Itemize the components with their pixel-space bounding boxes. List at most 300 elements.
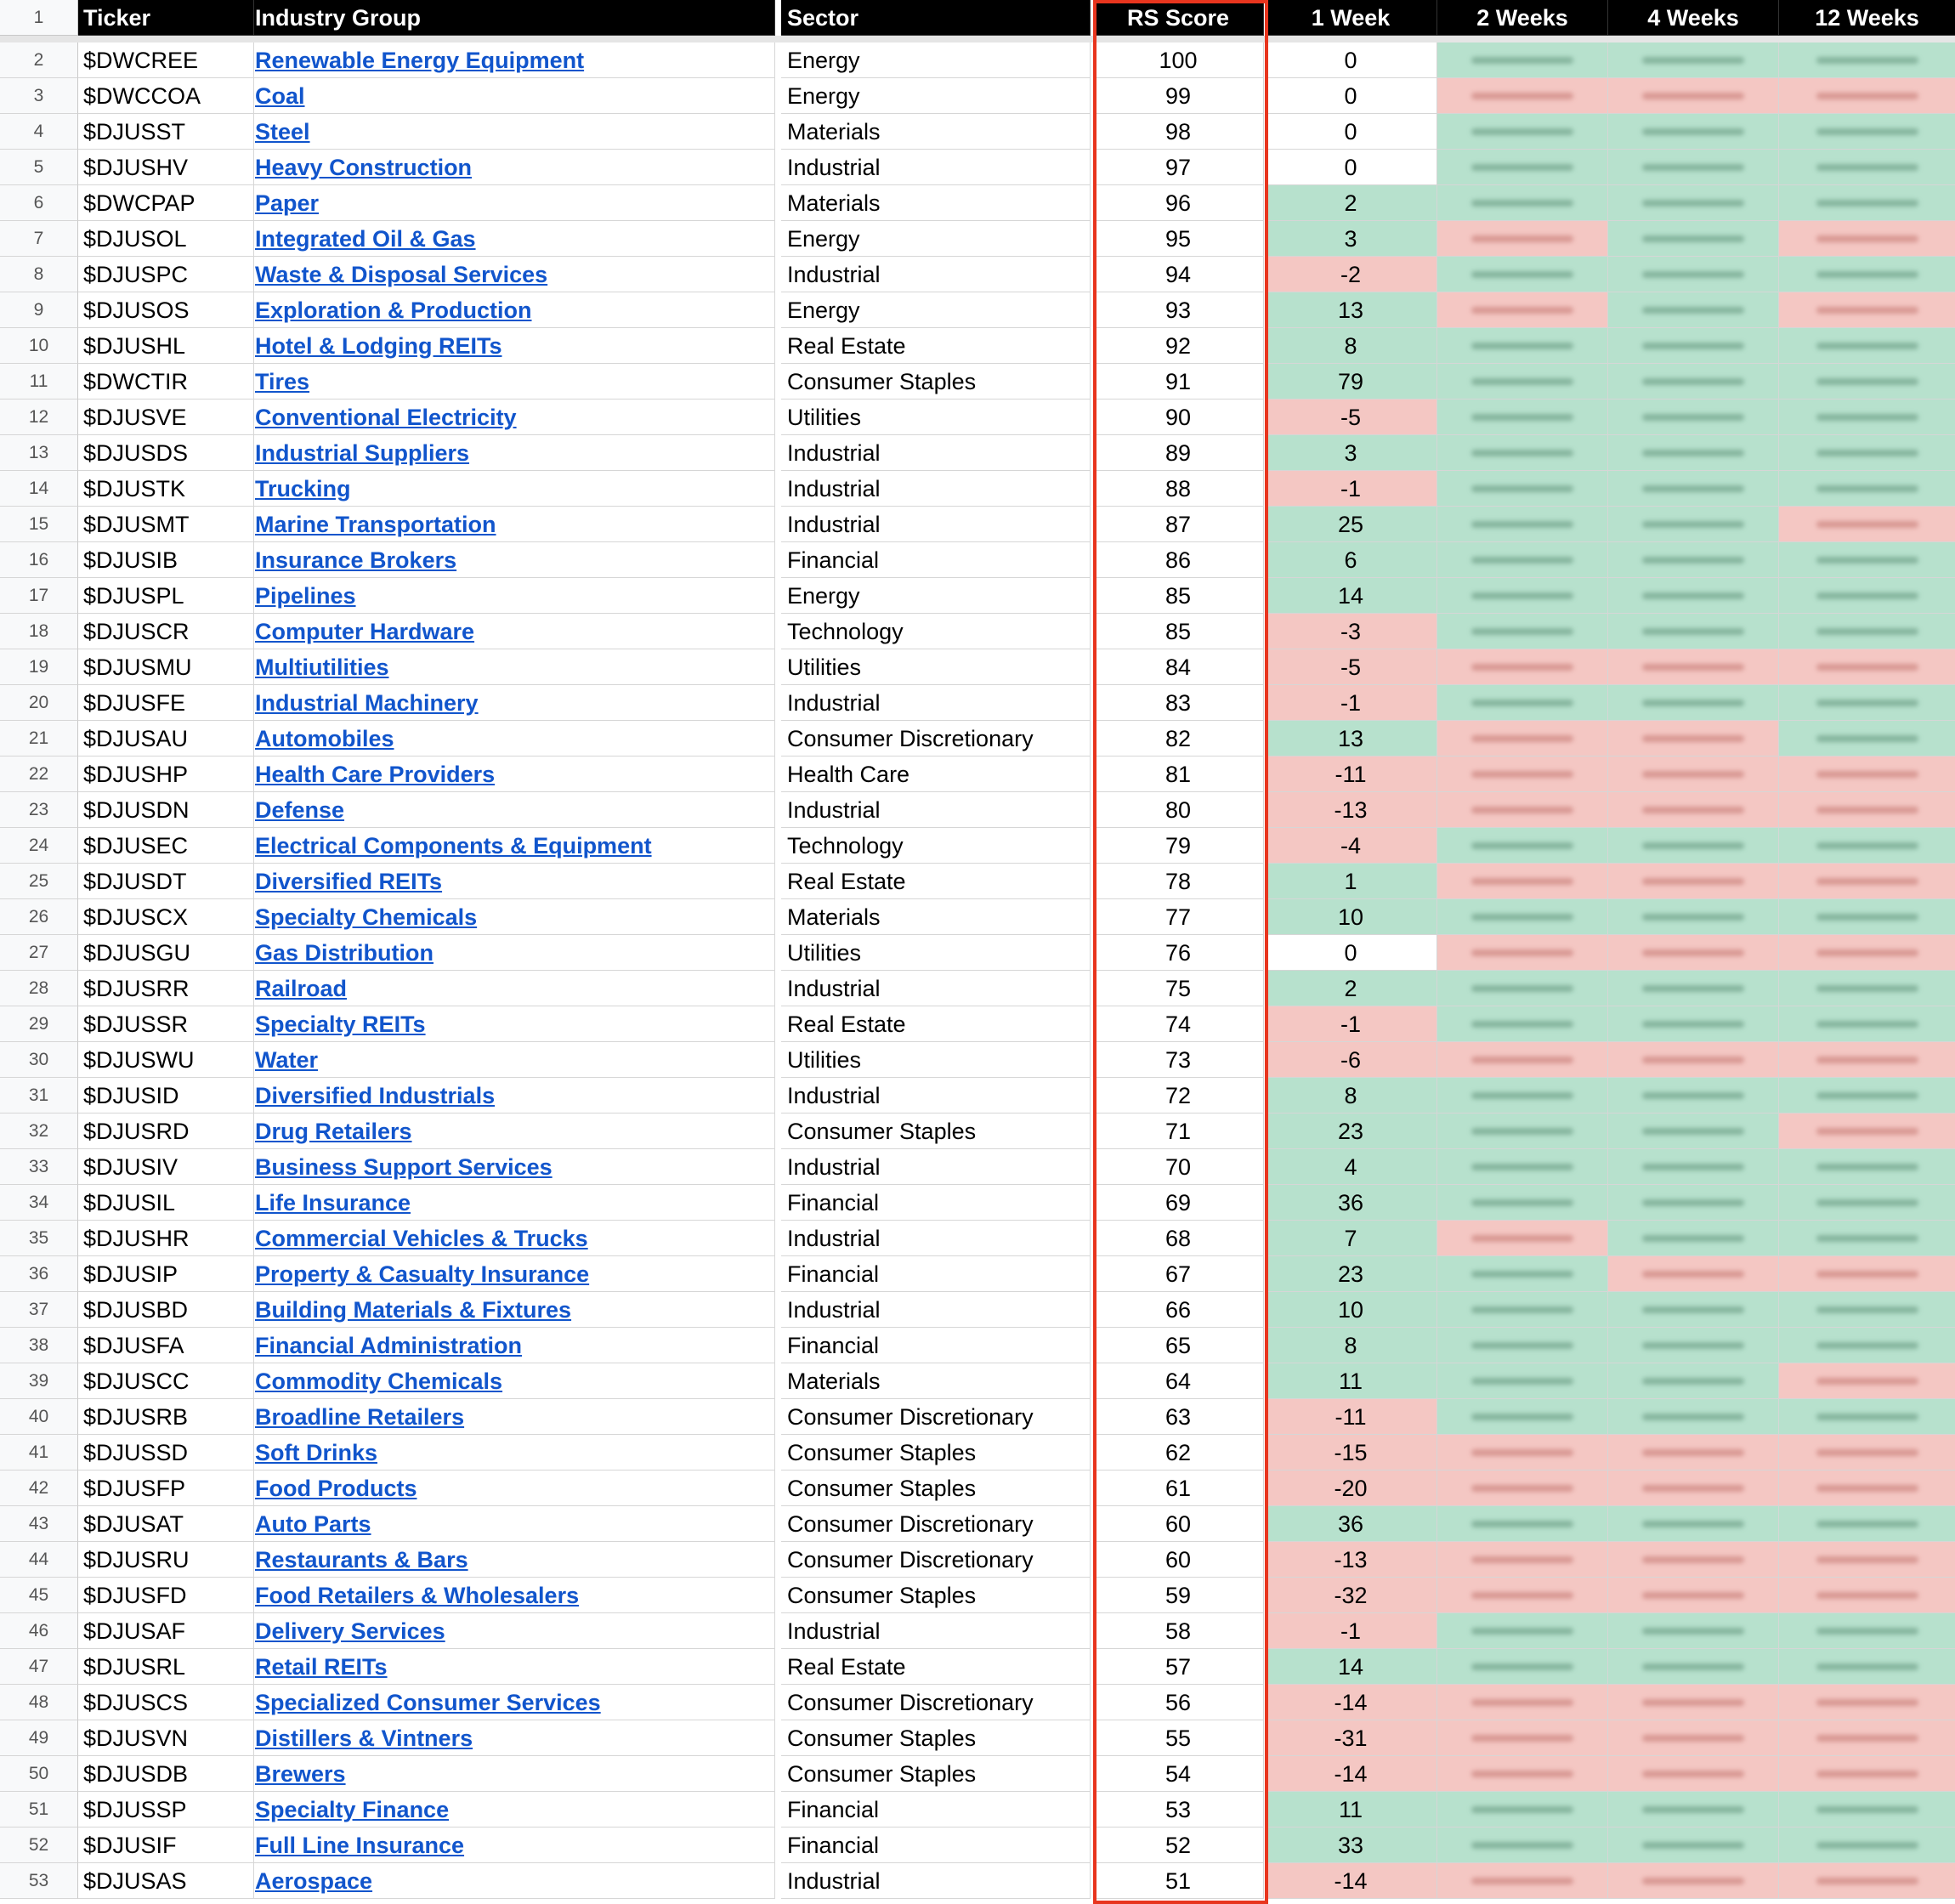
- week-4-change-cell[interactable]: [1608, 328, 1779, 364]
- rs-score-cell[interactable]: [1093, 185, 1264, 221]
- week-1-change-cell[interactable]: [1265, 721, 1437, 756]
- sector-cell[interactable]: [781, 721, 1091, 756]
- sector-cell[interactable]: [781, 1149, 1091, 1185]
- week-12-change-cell[interactable]: [1779, 150, 1955, 185]
- industry-group-link[interactable]: Retail REITs: [255, 1654, 388, 1680]
- industry-group-link[interactable]: Diversified Industrials: [255, 1083, 496, 1108]
- ticker-cell[interactable]: [78, 756, 254, 792]
- ticker-cell[interactable]: [78, 578, 254, 614]
- week-4-change-cell[interactable]: [1608, 1292, 1779, 1328]
- week-2-change-cell[interactable]: [1437, 614, 1608, 649]
- week-1-change-cell[interactable]: [1265, 435, 1437, 471]
- ticker-cell[interactable]: [78, 400, 254, 435]
- week-1-change-cell[interactable]: [1265, 1256, 1437, 1292]
- sector-cell[interactable]: [781, 400, 1091, 435]
- week-2-change-cell[interactable]: [1437, 792, 1608, 828]
- sector-cell[interactable]: [781, 1720, 1091, 1756]
- industry-group-cell[interactable]: [254, 1863, 775, 1899]
- industry-group-cell[interactable]: [254, 1114, 775, 1149]
- industry-group-cell[interactable]: [254, 78, 775, 114]
- rs-score-cell[interactable]: [1093, 292, 1264, 328]
- week-12-change-cell[interactable]: [1779, 1435, 1955, 1470]
- week-4-change-cell[interactable]: [1608, 1114, 1779, 1149]
- week-1-change-cell[interactable]: [1265, 221, 1437, 257]
- sector-cell[interactable]: [781, 935, 1091, 971]
- rs-score-cell[interactable]: [1093, 1828, 1264, 1863]
- industry-group-link[interactable]: Gas Distribution: [255, 940, 434, 966]
- ticker-cell[interactable]: [78, 1078, 254, 1114]
- week-2-change-cell[interactable]: [1437, 1006, 1608, 1042]
- week-2-change-cell[interactable]: [1437, 1720, 1608, 1756]
- week-12-change-cell[interactable]: [1779, 971, 1955, 1006]
- week-12-change-cell[interactable]: [1779, 864, 1955, 899]
- week-4-change-cell[interactable]: [1608, 899, 1779, 935]
- rs-score-cell[interactable]: [1093, 685, 1264, 721]
- industry-group-cell[interactable]: [254, 864, 775, 899]
- rs-score-cell[interactable]: [1093, 1078, 1264, 1114]
- rs-score-cell[interactable]: [1093, 864, 1264, 899]
- week-12-change-cell[interactable]: [1779, 1649, 1955, 1685]
- industry-group-link[interactable]: Water: [255, 1047, 319, 1073]
- rs-score-cell[interactable]: [1093, 400, 1264, 435]
- week-12-change-cell[interactable]: [1779, 471, 1955, 507]
- week-1-change-cell[interactable]: [1265, 935, 1437, 971]
- row-number[interactable]: [0, 899, 78, 935]
- sector-cell[interactable]: [781, 1578, 1091, 1613]
- week-2-change-cell[interactable]: [1437, 899, 1608, 935]
- week-2-change-cell[interactable]: [1437, 1185, 1608, 1221]
- week-12-change-cell[interactable]: [1779, 78, 1955, 114]
- week-2-change-cell[interactable]: [1437, 1256, 1608, 1292]
- sector-cell[interactable]: [781, 1792, 1091, 1828]
- header-1-week[interactable]: [1265, 0, 1437, 36]
- industry-group-cell[interactable]: [254, 578, 775, 614]
- industry-group-cell[interactable]: [254, 1078, 775, 1114]
- week-1-change-cell[interactable]: [1265, 1006, 1437, 1042]
- rs-score-cell[interactable]: [1093, 114, 1264, 150]
- ticker-cell[interactable]: [78, 1399, 254, 1435]
- industry-group-cell[interactable]: [254, 1185, 775, 1221]
- week-2-change-cell[interactable]: [1437, 1292, 1608, 1328]
- industry-group-cell[interactable]: [254, 899, 775, 935]
- week-4-change-cell[interactable]: [1608, 542, 1779, 578]
- row-number[interactable]: [0, 756, 78, 792]
- row-number[interactable]: [0, 1578, 78, 1613]
- row-number[interactable]: [0, 400, 78, 435]
- industry-group-cell[interactable]: [254, 1470, 775, 1506]
- week-4-change-cell[interactable]: [1608, 1328, 1779, 1363]
- ticker-cell[interactable]: [78, 507, 254, 542]
- header-sector[interactable]: [781, 0, 1091, 36]
- week-4-change-cell[interactable]: [1608, 1399, 1779, 1435]
- week-2-change-cell[interactable]: [1437, 435, 1608, 471]
- week-4-change-cell[interactable]: [1608, 1149, 1779, 1185]
- week-4-change-cell[interactable]: [1608, 1542, 1779, 1578]
- week-12-change-cell[interactable]: [1779, 1506, 1955, 1542]
- week-1-change-cell[interactable]: [1265, 1756, 1437, 1792]
- industry-group-cell[interactable]: [254, 185, 775, 221]
- week-1-change-cell[interactable]: [1265, 507, 1437, 542]
- week-1-change-cell[interactable]: [1265, 1042, 1437, 1078]
- week-1-change-cell[interactable]: [1265, 78, 1437, 114]
- week-1-change-cell[interactable]: [1265, 471, 1437, 507]
- industry-group-cell[interactable]: [254, 1506, 775, 1542]
- week-12-change-cell[interactable]: [1779, 1399, 1955, 1435]
- week-2-change-cell[interactable]: [1437, 1578, 1608, 1613]
- industry-group-link[interactable]: Full Line Insurance: [255, 1833, 465, 1858]
- week-2-change-cell[interactable]: [1437, 1685, 1608, 1720]
- ticker-cell[interactable]: [78, 1328, 254, 1363]
- ticker-cell[interactable]: [78, 42, 254, 78]
- week-12-change-cell[interactable]: [1779, 257, 1955, 292]
- sector-cell[interactable]: [781, 542, 1091, 578]
- week-1-change-cell[interactable]: [1265, 1720, 1437, 1756]
- ticker-cell[interactable]: [78, 78, 254, 114]
- week-12-change-cell[interactable]: [1779, 614, 1955, 649]
- header-ticker[interactable]: [78, 0, 254, 36]
- sector-cell[interactable]: [781, 150, 1091, 185]
- week-12-change-cell[interactable]: [1779, 1328, 1955, 1363]
- week-1-change-cell[interactable]: [1265, 1863, 1437, 1899]
- rs-score-cell[interactable]: [1093, 935, 1264, 971]
- sector-cell[interactable]: [781, 1256, 1091, 1292]
- week-1-change-cell[interactable]: [1265, 1613, 1437, 1649]
- row-number[interactable]: [0, 1756, 78, 1792]
- week-4-change-cell[interactable]: [1608, 721, 1779, 756]
- row-number[interactable]: [0, 185, 78, 221]
- ticker-cell[interactable]: [78, 114, 254, 150]
- industry-group-cell[interactable]: [254, 292, 775, 328]
- week-12-change-cell[interactable]: [1779, 1256, 1955, 1292]
- rs-score-cell[interactable]: [1093, 328, 1264, 364]
- industry-group-cell[interactable]: [254, 756, 775, 792]
- industry-group-cell[interactable]: [254, 1363, 775, 1399]
- industry-group-link[interactable]: Life Insurance: [255, 1190, 411, 1216]
- week-4-change-cell[interactable]: [1608, 1792, 1779, 1828]
- row-number[interactable]: [0, 1006, 78, 1042]
- rs-score-cell[interactable]: [1093, 1114, 1264, 1149]
- ticker-cell[interactable]: [78, 864, 254, 899]
- week-4-change-cell[interactable]: [1608, 614, 1779, 649]
- rs-score-cell[interactable]: [1093, 150, 1264, 185]
- ticker-cell[interactable]: [78, 292, 254, 328]
- industry-group-cell[interactable]: [254, 400, 775, 435]
- week-2-change-cell[interactable]: [1437, 364, 1608, 400]
- week-12-change-cell[interactable]: [1779, 114, 1955, 150]
- industry-group-cell[interactable]: [254, 364, 775, 400]
- week-4-change-cell[interactable]: [1608, 42, 1779, 78]
- header-rs-score[interactable]: [1093, 0, 1264, 36]
- industry-group-link[interactable]: Financial Administration: [255, 1333, 523, 1358]
- row-number[interactable]: [0, 1185, 78, 1221]
- sector-cell[interactable]: [781, 1006, 1091, 1042]
- industry-group-link[interactable]: Conventional Electricity: [255, 405, 517, 430]
- week-1-change-cell[interactable]: [1265, 292, 1437, 328]
- week-12-change-cell[interactable]: [1779, 1542, 1955, 1578]
- industry-group-link[interactable]: Insurance Brokers: [255, 547, 457, 573]
- week-2-change-cell[interactable]: [1437, 292, 1608, 328]
- week-1-change-cell[interactable]: [1265, 114, 1437, 150]
- week-12-change-cell[interactable]: [1779, 1006, 1955, 1042]
- row-number[interactable]: [0, 42, 78, 78]
- rs-score-cell[interactable]: [1093, 1221, 1264, 1256]
- sector-cell[interactable]: [781, 507, 1091, 542]
- week-2-change-cell[interactable]: [1437, 185, 1608, 221]
- sector-cell[interactable]: [781, 1399, 1091, 1435]
- ticker-cell[interactable]: [78, 257, 254, 292]
- week-12-change-cell[interactable]: [1779, 400, 1955, 435]
- week-12-change-cell[interactable]: [1779, 435, 1955, 471]
- week-4-change-cell[interactable]: [1608, 1042, 1779, 1078]
- ticker-cell[interactable]: [78, 1756, 254, 1792]
- week-1-change-cell[interactable]: [1265, 1185, 1437, 1221]
- week-1-change-cell[interactable]: [1265, 1114, 1437, 1149]
- row-number[interactable]: [0, 1399, 78, 1435]
- week-4-change-cell[interactable]: [1608, 221, 1779, 257]
- ticker-cell[interactable]: [78, 328, 254, 364]
- ticker-cell[interactable]: [78, 1506, 254, 1542]
- week-4-change-cell[interactable]: [1608, 364, 1779, 400]
- industry-group-cell[interactable]: [254, 721, 775, 756]
- industry-group-cell[interactable]: [254, 1578, 775, 1613]
- rs-score-cell[interactable]: [1093, 471, 1264, 507]
- row-number[interactable]: [0, 1470, 78, 1506]
- week-4-change-cell[interactable]: [1608, 649, 1779, 685]
- sector-cell[interactable]: [781, 1363, 1091, 1399]
- week-4-change-cell[interactable]: [1608, 435, 1779, 471]
- week-12-change-cell[interactable]: [1779, 1221, 1955, 1256]
- rs-score-cell[interactable]: [1093, 756, 1264, 792]
- week-2-change-cell[interactable]: [1437, 685, 1608, 721]
- ticker-cell[interactable]: [78, 435, 254, 471]
- industry-group-link[interactable]: Electrical Components & Equipment: [255, 833, 652, 858]
- week-1-change-cell[interactable]: [1265, 1221, 1437, 1256]
- row-number[interactable]: [0, 1685, 78, 1720]
- week-12-change-cell[interactable]: [1779, 328, 1955, 364]
- rs-score-cell[interactable]: [1093, 435, 1264, 471]
- week-1-change-cell[interactable]: [1265, 400, 1437, 435]
- row-number[interactable]: [0, 542, 78, 578]
- ticker-cell[interactable]: [78, 614, 254, 649]
- sector-cell[interactable]: [781, 42, 1091, 78]
- sector-cell[interactable]: [781, 1114, 1091, 1149]
- week-12-change-cell[interactable]: [1779, 792, 1955, 828]
- row-number[interactable]: [0, 292, 78, 328]
- rs-score-cell[interactable]: [1093, 542, 1264, 578]
- row-number[interactable]: [0, 150, 78, 185]
- week-12-change-cell[interactable]: [1779, 185, 1955, 221]
- rs-score-cell[interactable]: [1093, 1149, 1264, 1185]
- row-number[interactable]: [0, 792, 78, 828]
- header-industry-group[interactable]: [254, 0, 775, 36]
- week-2-change-cell[interactable]: [1437, 578, 1608, 614]
- week-12-change-cell[interactable]: [1779, 221, 1955, 257]
- row-number[interactable]: [0, 1792, 78, 1828]
- ticker-cell[interactable]: [78, 542, 254, 578]
- week-12-change-cell[interactable]: [1779, 1756, 1955, 1792]
- industry-group-cell[interactable]: [254, 1649, 775, 1685]
- ticker-cell[interactable]: [78, 150, 254, 185]
- week-1-change-cell[interactable]: [1265, 1363, 1437, 1399]
- week-4-change-cell[interactable]: [1608, 1221, 1779, 1256]
- week-2-change-cell[interactable]: [1437, 864, 1608, 899]
- row-number[interactable]: [0, 614, 78, 649]
- industry-group-link[interactable]: Industrial Suppliers: [255, 440, 470, 466]
- rs-score-cell[interactable]: [1093, 899, 1264, 935]
- industry-group-link[interactable]: Distillers & Vintners: [255, 1726, 473, 1751]
- week-4-change-cell[interactable]: [1608, 507, 1779, 542]
- ticker-cell[interactable]: [78, 935, 254, 971]
- ticker-cell[interactable]: [78, 221, 254, 257]
- sector-cell[interactable]: [781, 828, 1091, 864]
- rs-score-cell[interactable]: [1093, 221, 1264, 257]
- week-1-change-cell[interactable]: [1265, 42, 1437, 78]
- row-number[interactable]: [0, 864, 78, 899]
- ticker-cell[interactable]: [78, 1149, 254, 1185]
- ticker-cell[interactable]: [78, 1363, 254, 1399]
- ticker-cell[interactable]: [78, 364, 254, 400]
- week-2-change-cell[interactable]: [1437, 507, 1608, 542]
- week-2-change-cell[interactable]: [1437, 1363, 1608, 1399]
- sector-cell[interactable]: [781, 685, 1091, 721]
- industry-group-cell[interactable]: [254, 1221, 775, 1256]
- industry-group-cell[interactable]: [254, 257, 775, 292]
- industry-group-link[interactable]: Health Care Providers: [255, 762, 496, 787]
- week-1-change-cell[interactable]: [1265, 1828, 1437, 1863]
- row-number[interactable]: [0, 971, 78, 1006]
- week-2-change-cell[interactable]: [1437, 1828, 1608, 1863]
- industry-group-link[interactable]: Marine Transportation: [255, 512, 496, 537]
- row-number[interactable]: [0, 685, 78, 721]
- week-1-change-cell[interactable]: [1265, 828, 1437, 864]
- industry-group-link[interactable]: Paper: [255, 190, 320, 216]
- rs-score-cell[interactable]: [1093, 1256, 1264, 1292]
- rs-score-cell[interactable]: [1093, 257, 1264, 292]
- industry-group-link[interactable]: Drug Retailers: [255, 1119, 412, 1144]
- ticker-cell[interactable]: [78, 1470, 254, 1506]
- ticker-cell[interactable]: [78, 1435, 254, 1470]
- week-1-change-cell[interactable]: [1265, 685, 1437, 721]
- week-2-change-cell[interactable]: [1437, 828, 1608, 864]
- week-12-change-cell[interactable]: [1779, 1470, 1955, 1506]
- row-number[interactable]: [0, 1542, 78, 1578]
- row-number[interactable]: [0, 1328, 78, 1363]
- week-1-change-cell[interactable]: [1265, 792, 1437, 828]
- week-4-change-cell[interactable]: [1608, 1720, 1779, 1756]
- week-1-change-cell[interactable]: [1265, 1578, 1437, 1613]
- week-12-change-cell[interactable]: [1779, 42, 1955, 78]
- rs-score-cell[interactable]: [1093, 1435, 1264, 1470]
- week-2-change-cell[interactable]: [1437, 1078, 1608, 1114]
- week-4-change-cell[interactable]: [1608, 150, 1779, 185]
- rs-score-cell[interactable]: [1093, 1185, 1264, 1221]
- rs-score-cell[interactable]: [1093, 1363, 1264, 1399]
- row-number[interactable]: [0, 257, 78, 292]
- week-12-change-cell[interactable]: [1779, 1292, 1955, 1328]
- week-1-change-cell[interactable]: [1265, 185, 1437, 221]
- week-2-change-cell[interactable]: [1437, 1542, 1608, 1578]
- week-2-change-cell[interactable]: [1437, 1863, 1608, 1899]
- ticker-cell[interactable]: [78, 185, 254, 221]
- week-1-change-cell[interactable]: [1265, 578, 1437, 614]
- week-12-change-cell[interactable]: [1779, 828, 1955, 864]
- rs-score-cell[interactable]: [1093, 42, 1264, 78]
- ticker-cell[interactable]: [78, 792, 254, 828]
- row-number[interactable]: [0, 828, 78, 864]
- industry-group-cell[interactable]: [254, 1792, 775, 1828]
- rs-score-cell[interactable]: [1093, 1006, 1264, 1042]
- week-2-change-cell[interactable]: [1437, 1506, 1608, 1542]
- ticker-cell[interactable]: [78, 721, 254, 756]
- industry-group-link[interactable]: Industrial Machinery: [255, 690, 479, 716]
- week-4-change-cell[interactable]: [1608, 1828, 1779, 1863]
- row-number[interactable]: [0, 221, 78, 257]
- week-2-change-cell[interactable]: [1437, 42, 1608, 78]
- week-4-change-cell[interactable]: [1608, 828, 1779, 864]
- week-4-change-cell[interactable]: [1608, 1649, 1779, 1685]
- week-4-change-cell[interactable]: [1608, 792, 1779, 828]
- week-1-change-cell[interactable]: [1265, 971, 1437, 1006]
- week-12-change-cell[interactable]: [1779, 1185, 1955, 1221]
- industry-group-link[interactable]: Steel: [255, 119, 310, 144]
- rs-score-cell[interactable]: [1093, 1542, 1264, 1578]
- week-4-change-cell[interactable]: [1608, 78, 1779, 114]
- week-4-change-cell[interactable]: [1608, 578, 1779, 614]
- ticker-cell[interactable]: [78, 1863, 254, 1899]
- rs-score-cell[interactable]: [1093, 1470, 1264, 1506]
- week-12-change-cell[interactable]: [1779, 542, 1955, 578]
- sector-cell[interactable]: [781, 435, 1091, 471]
- industry-group-link[interactable]: Specialty Finance: [255, 1797, 450, 1822]
- week-2-change-cell[interactable]: [1437, 257, 1608, 292]
- ticker-cell[interactable]: [78, 1542, 254, 1578]
- week-12-change-cell[interactable]: [1779, 1114, 1955, 1149]
- week-1-change-cell[interactable]: [1265, 899, 1437, 935]
- industry-group-cell[interactable]: [254, 1435, 775, 1470]
- sector-cell[interactable]: [781, 971, 1091, 1006]
- ticker-cell[interactable]: [78, 899, 254, 935]
- sector-cell[interactable]: [781, 578, 1091, 614]
- week-2-change-cell[interactable]: [1437, 150, 1608, 185]
- sector-cell[interactable]: [781, 1828, 1091, 1863]
- week-12-change-cell[interactable]: [1779, 1042, 1955, 1078]
- week-12-change-cell[interactable]: [1779, 1078, 1955, 1114]
- header-2-weeks[interactable]: [1437, 0, 1608, 36]
- sector-cell[interactable]: [781, 1078, 1091, 1114]
- week-4-change-cell[interactable]: [1608, 292, 1779, 328]
- row-number[interactable]: [0, 328, 78, 364]
- industry-group-link[interactable]: Commodity Chemicals: [255, 1368, 503, 1394]
- week-2-change-cell[interactable]: [1437, 78, 1608, 114]
- week-2-change-cell[interactable]: [1437, 400, 1608, 435]
- week-12-change-cell[interactable]: [1779, 292, 1955, 328]
- row-number[interactable]: [0, 1506, 78, 1542]
- sector-cell[interactable]: [781, 1470, 1091, 1506]
- ticker-cell[interactable]: [78, 1256, 254, 1292]
- row-number[interactable]: [0, 1114, 78, 1149]
- week-1-change-cell[interactable]: [1265, 1149, 1437, 1185]
- week-1-change-cell[interactable]: [1265, 1292, 1437, 1328]
- row-number[interactable]: [0, 1149, 78, 1185]
- sector-cell[interactable]: [781, 471, 1091, 507]
- week-2-change-cell[interactable]: [1437, 1613, 1608, 1649]
- week-12-change-cell[interactable]: [1779, 507, 1955, 542]
- week-2-change-cell[interactable]: [1437, 1399, 1608, 1435]
- sector-cell[interactable]: [781, 1649, 1091, 1685]
- week-1-change-cell[interactable]: [1265, 864, 1437, 899]
- industry-group-cell[interactable]: [254, 1613, 775, 1649]
- week-12-change-cell[interactable]: [1779, 1863, 1955, 1899]
